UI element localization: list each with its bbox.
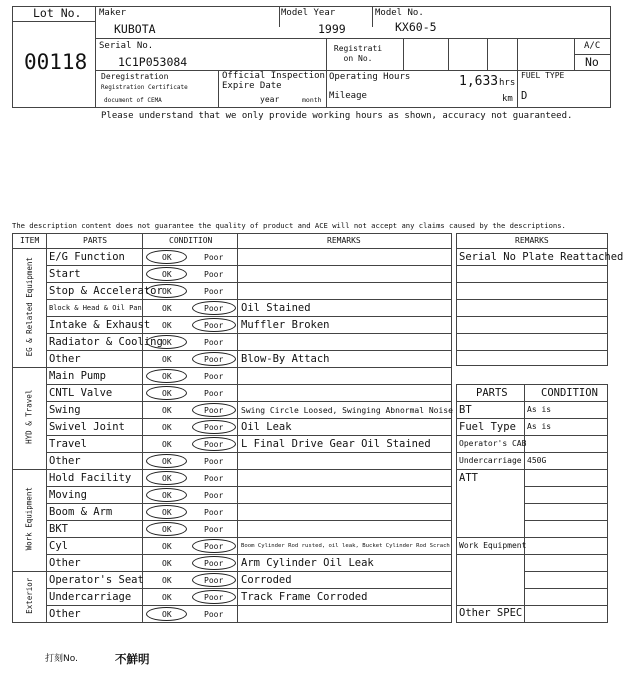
registration-label: Registrati on No. <box>333 44 383 63</box>
serial-value: 1C1P053084 <box>118 55 188 69</box>
registration-cert-label: Registration Certificate <box>101 84 188 91</box>
remark-text: L Final Drive Gear Oil Stained <box>241 438 431 450</box>
right-part-condition: As is <box>527 405 552 414</box>
condition-poor: Poor <box>204 253 224 262</box>
ok-circle-mark <box>146 284 187 298</box>
ok-circle-mark <box>146 505 187 519</box>
condition-poor: Poor <box>204 440 224 449</box>
condition-poor: Poor <box>204 508 224 517</box>
lot-label: Lot No. <box>33 6 82 20</box>
att-label: ATT <box>459 472 478 484</box>
condition-ok: OK <box>162 542 172 551</box>
part-label: Other <box>49 557 81 569</box>
maker-label: Maker <box>99 8 127 18</box>
ok-circle-mark <box>146 335 187 349</box>
group-label: Work Equipment <box>24 487 34 551</box>
poor-circle-mark <box>192 318 236 332</box>
operating-hours-value: 1,633 <box>459 74 499 89</box>
remark-text: Track Frame Corroded <box>241 591 368 603</box>
condition-poor: Poor <box>204 287 224 296</box>
right-condition-header: CONDITION <box>541 387 598 399</box>
poor-circle-mark <box>192 403 236 417</box>
ok-circle-mark <box>146 522 187 536</box>
part-label: E/G Function <box>49 251 125 263</box>
official-label: Official Inspection <box>222 71 325 81</box>
poor-circle-mark <box>192 301 236 315</box>
condition-poor: Poor <box>204 304 224 313</box>
group-label: Exterior <box>24 577 34 614</box>
condition-poor: Poor <box>204 542 224 551</box>
deregistration-label: Deregistration <box>101 72 169 81</box>
fuel-type-value: D <box>521 90 528 102</box>
condition-ok: OK <box>162 525 172 534</box>
right-part-label: Operator's CAB <box>459 439 527 448</box>
condition-poor: Poor <box>204 559 224 568</box>
part-label: Operator's Seat <box>49 574 144 586</box>
condition-poor: Poor <box>204 270 224 279</box>
part-label: Other <box>49 353 81 365</box>
part-label: Start <box>49 268 81 280</box>
part-label: Swing <box>49 404 81 416</box>
ok-circle-mark <box>146 607 187 621</box>
condition-poor: Poor <box>204 355 224 364</box>
poor-circle-mark <box>192 420 236 434</box>
poor-circle-mark <box>192 352 236 366</box>
condition-poor: Poor <box>204 423 224 432</box>
remark-text: Arm Cylinder Oil Leak <box>241 557 374 569</box>
ac-value: No <box>585 55 599 69</box>
condition-poor: Poor <box>204 474 224 483</box>
km-label: km <box>502 94 513 104</box>
hours-note: Please understand that we only provide working hours as shown, accuracy not guaranteed. <box>101 111 573 121</box>
poor-circle-mark <box>192 556 236 570</box>
part-label: Intake & Exhaust <box>49 319 151 331</box>
condition-ok: OK <box>162 508 172 517</box>
group-label: EG & Related Equipment <box>24 256 34 356</box>
remark-text: Blow-By Attach <box>241 353 330 365</box>
part-label: CNTL Valve <box>49 387 113 399</box>
poor-circle-mark <box>192 437 236 451</box>
condition-ok: OK <box>162 372 172 381</box>
part-label: Travel <box>49 438 87 450</box>
condition-ok: OK <box>162 457 172 466</box>
condition-ok: OK <box>162 270 172 279</box>
remark-text: Boom Cylinder Rod rusted, oil leak, Bucket Cylinder Rod Scrach <box>241 543 450 549</box>
remark-text: Muffler Broken <box>241 319 330 331</box>
right-part-condition: 450G <box>527 456 547 465</box>
condition-ok: OK <box>162 287 172 296</box>
condition-ok: OK <box>162 338 172 347</box>
model-no-label: Model No. <box>375 8 424 18</box>
model-no-value: KX60-5 <box>395 20 437 34</box>
poor-circle-mark <box>192 590 236 604</box>
remark-text: Oil Leak <box>241 421 292 433</box>
part-label: Boom & Arm <box>49 506 113 518</box>
header-parts: PARTS <box>83 236 108 245</box>
condition-ok: OK <box>162 321 172 330</box>
right-parts-header: PARTS <box>476 387 508 399</box>
other-spec-label: Other SPEC <box>459 607 523 619</box>
part-label: Stop & Accelerator <box>49 285 163 297</box>
ok-circle-mark <box>146 250 187 264</box>
remarks-cell: Serial No Plate Reattached <box>459 251 624 263</box>
lot-value: 00118 <box>24 50 88 74</box>
part-label: Swivel Joint <box>49 421 125 433</box>
hrs-label: hrs <box>499 78 516 88</box>
condition-poor: Poor <box>204 576 224 585</box>
remarks-header: REMARKS <box>515 236 549 245</box>
part-label: Other <box>49 608 81 620</box>
condition-poor: Poor <box>204 372 224 381</box>
condition-ok: OK <box>162 423 172 432</box>
ok-circle-mark <box>146 488 187 502</box>
mileage-label: Mileage <box>329 91 367 101</box>
month-label: month <box>302 96 322 104</box>
work-equipment-label: Work Equipment <box>459 541 527 550</box>
model-year-label: Model Year <box>281 8 336 18</box>
fuel-type-label: FUEL TYPE <box>521 71 565 80</box>
remark-text: Corroded <box>241 574 292 586</box>
condition-ok: OK <box>162 610 172 619</box>
part-label: Radiator & Cooling <box>49 336 163 348</box>
condition-ok: OK <box>162 253 172 262</box>
condition-poor: Poor <box>204 338 224 347</box>
serial-label: Serial No. <box>99 41 154 51</box>
condition-poor: Poor <box>204 593 224 602</box>
part-label: Undercarriage <box>49 591 132 603</box>
right-part-label: BT <box>459 404 472 416</box>
poor-circle-mark <box>192 539 236 553</box>
condition-ok: OK <box>162 440 172 449</box>
condition-poor: Poor <box>204 457 224 466</box>
cema-label: document of CEMA <box>104 97 162 104</box>
ok-circle-mark <box>146 386 187 400</box>
right-part-label: Undercarriage <box>459 456 522 465</box>
part-label: Block & Head & Oil Pan <box>49 304 142 312</box>
expire-label: Expire Date <box>222 81 282 91</box>
ok-circle-mark <box>146 267 187 281</box>
condition-ok: OK <box>162 491 172 500</box>
condition-ok: OK <box>162 474 172 483</box>
condition-poor: Poor <box>204 389 224 398</box>
condition-ok: OK <box>162 593 172 602</box>
header-item: ITEM <box>20 236 40 245</box>
ac-label: A/C <box>584 41 601 51</box>
part-label: Cyl <box>49 540 68 552</box>
condition-ok: OK <box>162 559 172 568</box>
condition-ok: OK <box>162 406 172 415</box>
condition-ok: OK <box>162 389 172 398</box>
stamp-label: 打刻No. <box>45 654 78 664</box>
ok-circle-mark <box>146 369 187 383</box>
right-part-condition: As is <box>527 422 552 431</box>
header-remarks: REMARKS <box>327 236 361 245</box>
stamp-value: 不鮮明 <box>115 652 150 666</box>
part-label: Hold Facility <box>49 472 132 484</box>
operating-hours-label: Operating Hours <box>329 72 411 82</box>
condition-poor: Poor <box>204 525 224 534</box>
ok-circle-mark <box>146 471 187 485</box>
condition-ok: OK <box>162 576 172 585</box>
condition-poor: Poor <box>204 321 224 330</box>
maker-value: KUBOTA <box>114 22 156 36</box>
year-label: year <box>260 95 280 104</box>
part-label: Main Pump <box>49 370 106 382</box>
remark-text: Oil Stained <box>241 302 311 314</box>
condition-poor: Poor <box>204 491 224 500</box>
part-label: BKT <box>49 523 68 535</box>
ok-circle-mark <box>146 454 187 468</box>
header-condition: CONDITION <box>169 236 213 245</box>
part-label: Moving <box>49 489 87 501</box>
group-label: HYD & Travel <box>24 389 34 444</box>
model-year-value: 1999 <box>318 22 346 36</box>
disclaimer: The description content does not guarantee the quality of product and ACE will not accept any claims caused by the descriptions. <box>12 221 566 230</box>
poor-circle-mark <box>192 573 236 587</box>
part-label: Other <box>49 455 81 467</box>
right-part-label: Fuel Type <box>459 421 516 433</box>
condition-ok: OK <box>162 304 172 313</box>
condition-poor: Poor <box>204 406 224 415</box>
remark-text: Swing Circle Loosed, Swinging Abnormal Noise <box>241 406 453 415</box>
condition-poor: Poor <box>204 610 224 619</box>
condition-ok: OK <box>162 355 172 364</box>
